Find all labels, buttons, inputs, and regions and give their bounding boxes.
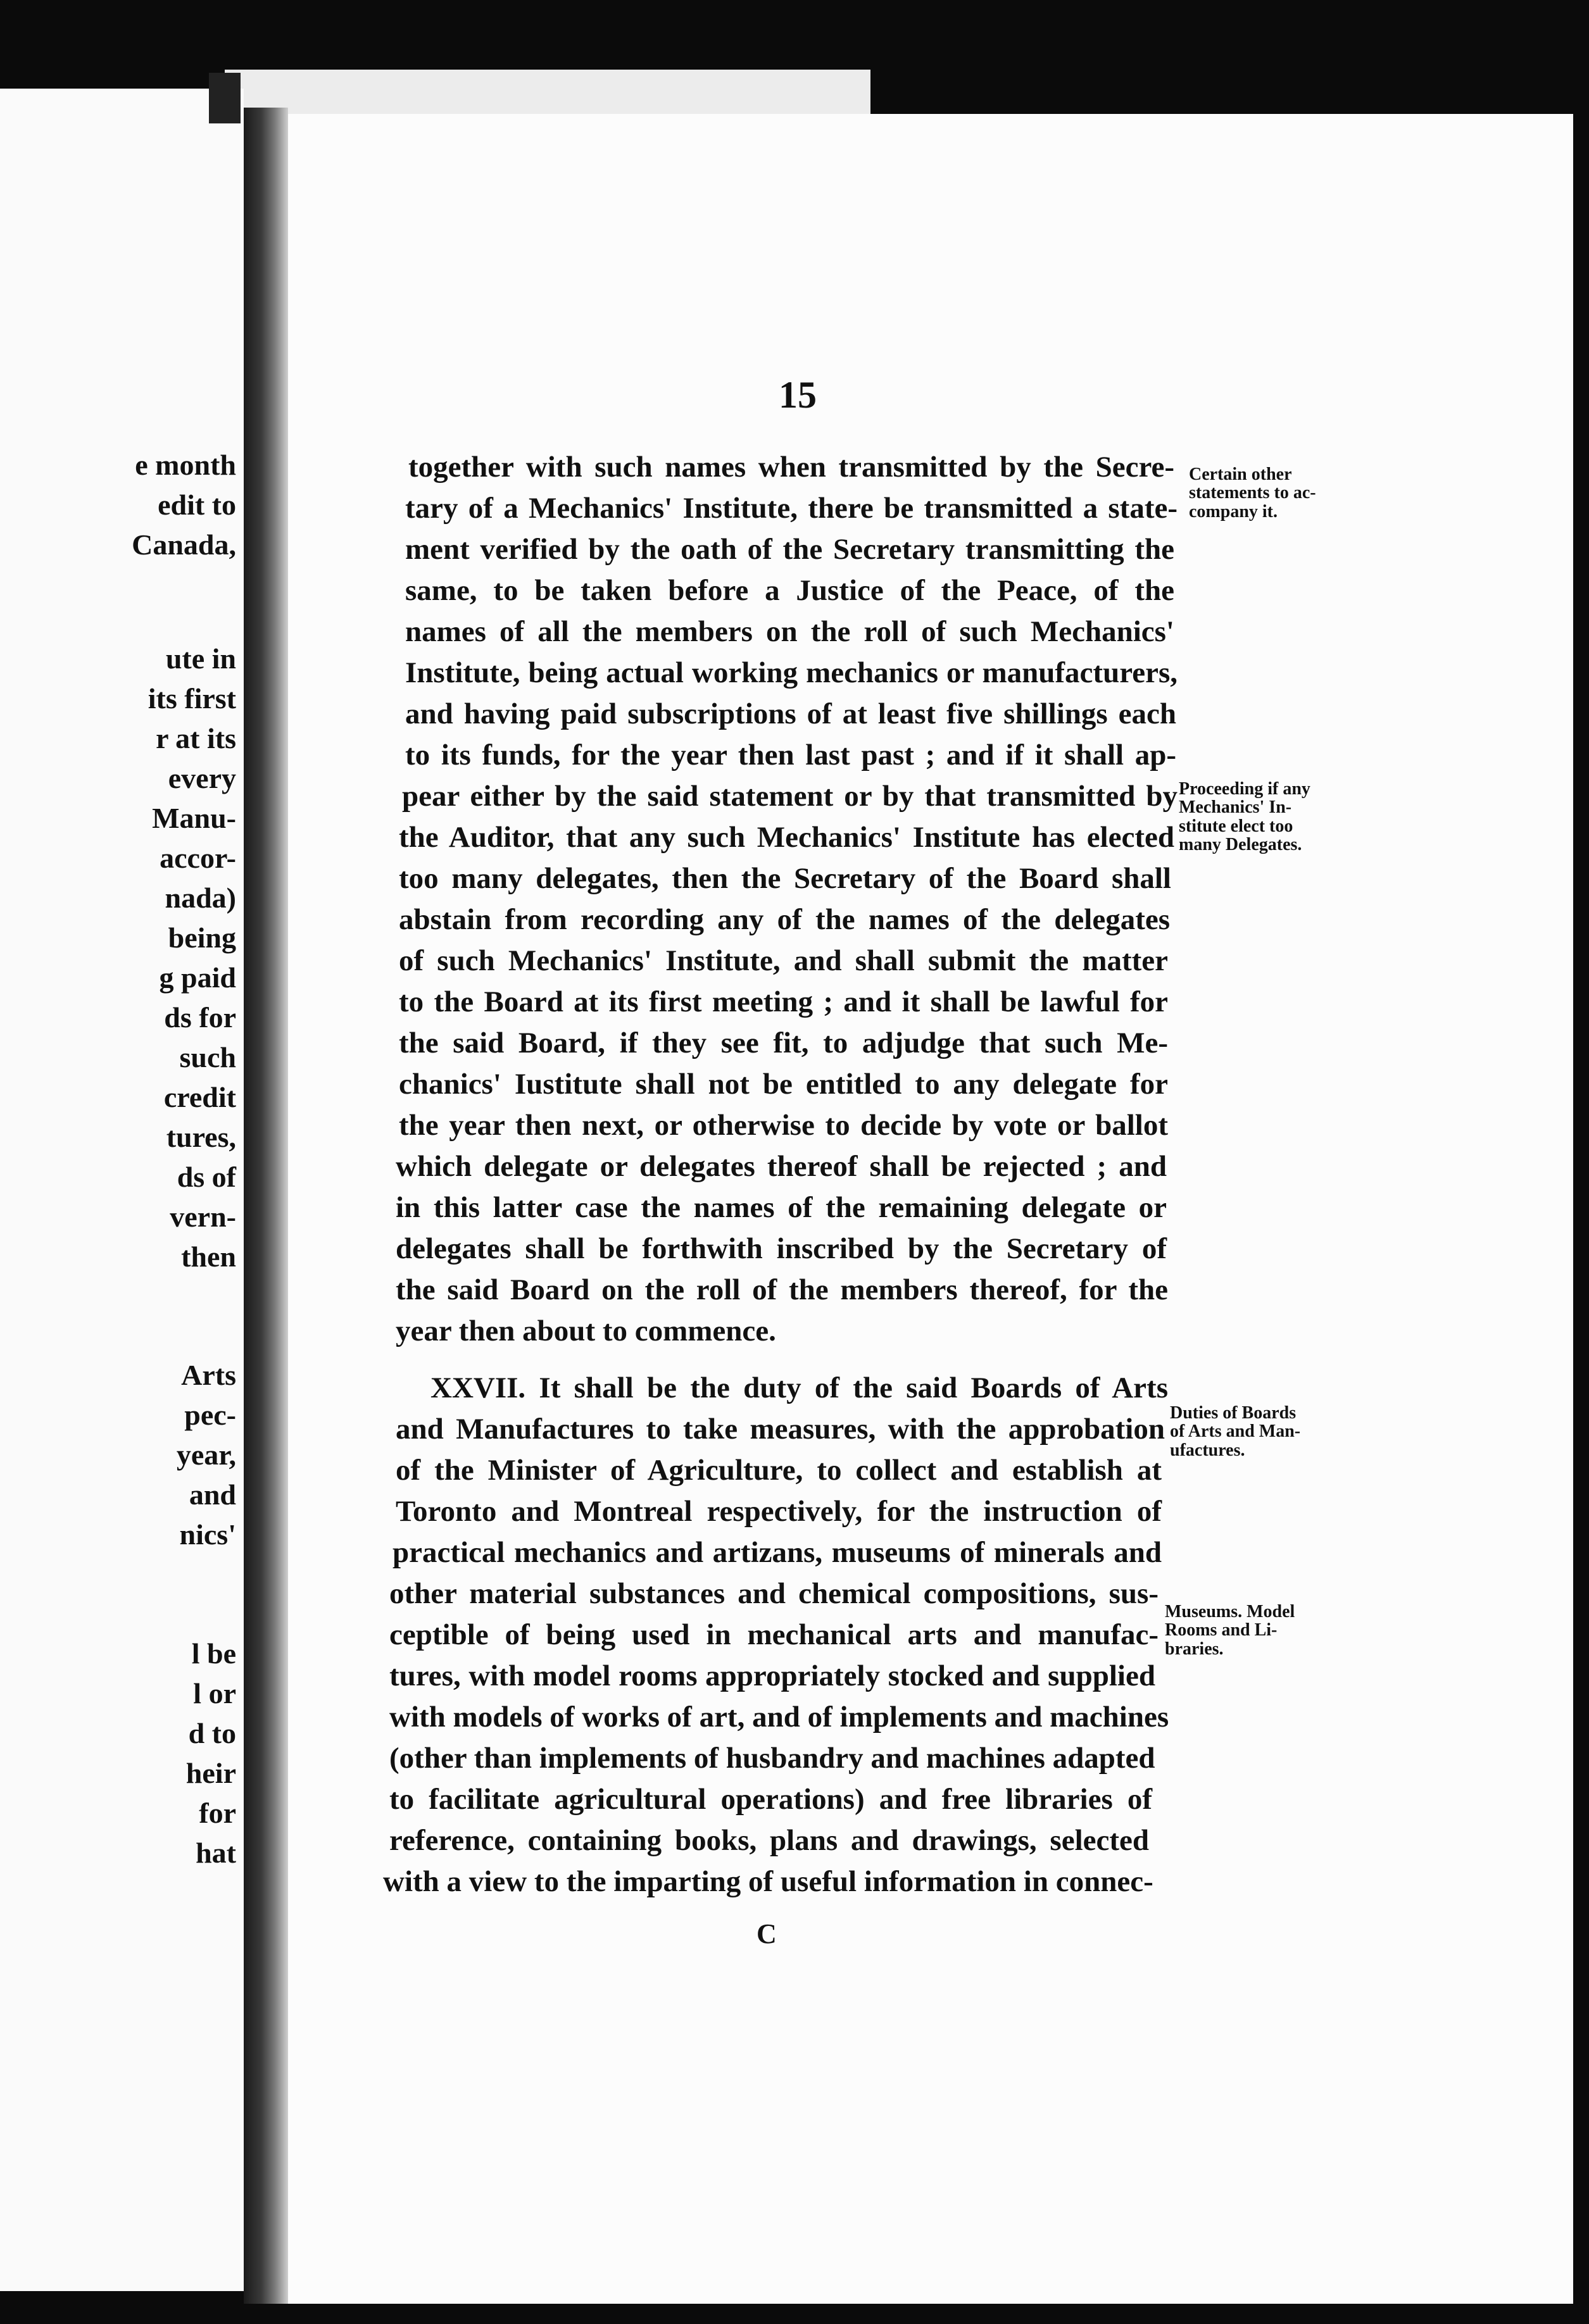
body-line: reference, containing books, plans and drawings, selected	[389, 1824, 1149, 1857]
left-page-line: edit to	[158, 489, 236, 521]
left-page-line: its first	[148, 682, 236, 715]
left-page-line: tures,	[166, 1121, 236, 1153]
body-line: to its funds, for the year then last past ; and if it shall ap-	[405, 739, 1176, 772]
body-line: with models of works of art, and of implements and machines	[389, 1701, 1169, 1734]
left-page-line: r at its	[156, 722, 236, 754]
body-line: ment verified by the oath of the Secretary transmitting the	[405, 533, 1174, 566]
margin-note-line: Proceeding if any	[1179, 779, 1310, 799]
body-line: and having paid subscriptions of at least five shillings each	[405, 697, 1176, 730]
left-page-line: and	[189, 1478, 236, 1511]
margin-note-line: Museums. Model	[1165, 1602, 1295, 1621]
margin-note-line: company it.	[1189, 501, 1278, 522]
body-line: same, to be taken before a Justice of the Peace, of the	[405, 574, 1174, 607]
body-line: practical mechanics and artizans, museums of minerals and	[393, 1536, 1162, 1569]
body-line: (other than implements of husbandry and machines adapted	[389, 1742, 1155, 1775]
margin-note	[1165, 1602, 1295, 1658]
left-page-line: ds for	[164, 1001, 236, 1034]
margin-note-line: Certain other	[1189, 465, 1292, 484]
body-line: which delegate or delegates thereof shall be rejected ; and	[396, 1150, 1167, 1183]
left-page-line: e month	[135, 449, 236, 481]
body-line: to facilitate agricultural operations) and free libraries of	[389, 1783, 1152, 1816]
body-line: tures, with model rooms appropriately stocked and supplied	[389, 1659, 1155, 1692]
left-page-line: being	[168, 921, 236, 954]
body-line: delegates shall be forthwith inscribed by the Secretary of	[396, 1232, 1167, 1265]
page-number: 15	[779, 374, 817, 416]
body-line: to the Board at its first meeting ; and it shall be lawful for	[399, 985, 1168, 1018]
binding-gutter	[244, 108, 288, 2304]
left-page-line: Arts	[181, 1359, 236, 1391]
body-line: chanics' Iustitute shall not be entitled to any delegate for	[399, 1068, 1168, 1101]
margin-note	[1189, 465, 1316, 521]
left-page-line: Canada,	[132, 528, 236, 561]
margin-note-line: of Arts and Man-	[1170, 1421, 1301, 1442]
left-page-line: for	[199, 1797, 236, 1829]
margin-note-line: many Delegates.	[1179, 835, 1302, 855]
page-top-edge	[225, 70, 870, 114]
left-page-line: g paid	[159, 961, 236, 994]
left-page-line: nics'	[179, 1518, 236, 1551]
body-line: abstain from recording any of the names of the delegates	[399, 903, 1170, 936]
margin-note-line: braries.	[1165, 1639, 1224, 1659]
body-line: of such Mechanics' Institute, and shall submit the matter	[399, 944, 1168, 977]
margin-note-line: Duties of Boards	[1170, 1403, 1297, 1423]
left-page-line: hat	[196, 1837, 236, 1869]
body-line: too many delegates, then the Secretary of the Board shall	[399, 862, 1171, 895]
left-page-line: heir	[185, 1757, 236, 1789]
left-page-line: accor-	[160, 842, 236, 874]
body-line: the year then next, or otherwise to decide by vote or ballot	[399, 1109, 1168, 1142]
body-line: and Manufactures to take measures, with the approbation	[396, 1413, 1165, 1446]
left-page-line: ds of	[177, 1161, 236, 1193]
body-line: with a view to the imparting of useful information in connec-	[383, 1865, 1153, 1898]
binding-shadow-top	[209, 73, 241, 123]
body-line: other material substances and chemical compositions, sus-	[389, 1577, 1159, 1610]
body-line: Institute, being actual working mechanics or manufacturers,	[405, 656, 1178, 689]
body-line: tary of a Mechanics' Institute, there be transmitted a state-	[405, 492, 1178, 525]
body-line: of the Minister of Agriculture, to collect and establish at	[396, 1454, 1162, 1487]
margin-note	[1179, 780, 1310, 854]
margin-note-line: Mechanics' In-	[1179, 797, 1292, 818]
body-line: together with such names when transmitted by the Secre-	[408, 451, 1174, 484]
body-line: XXVII. It shall be the duty of the said Boards of Arts	[430, 1371, 1168, 1404]
left-page-line: vern-	[170, 1201, 236, 1233]
left-page-line: nada)	[165, 882, 236, 914]
margin-note	[1170, 1404, 1300, 1459]
left-page-line: l be	[191, 1637, 236, 1670]
body-line: year then about to commence.	[396, 1315, 776, 1347]
signature-mark: C	[757, 1918, 777, 1949]
left-page-line: every	[168, 762, 236, 794]
left-page-line: credit	[163, 1081, 236, 1113]
margin-note-line: statements to ac-	[1189, 483, 1316, 503]
left-page-line: such	[179, 1041, 236, 1073]
margin-note-line: stitute elect too	[1179, 816, 1293, 836]
body-line: in this latter case the names of the remaining delegate or	[396, 1191, 1167, 1224]
left-page-line: l or	[193, 1677, 236, 1709]
margin-note-line: ufactures.	[1170, 1440, 1245, 1460]
body-line: the said Board, if they see fit, to adjudge that such Me-	[399, 1027, 1168, 1059]
left-page-line: year,	[176, 1439, 236, 1471]
margin-note-line: Rooms and Li-	[1165, 1620, 1278, 1640]
body-line: ceptible of being used in mechanical arts and manufac-	[389, 1618, 1159, 1651]
body-line: the said Board on the roll of the members thereof, for the	[396, 1273, 1168, 1306]
left-page-line: pec-	[184, 1399, 236, 1431]
left-page-line: ute in	[165, 642, 236, 675]
left-facing-page	[0, 89, 244, 2291]
left-page-line: Manu-	[152, 802, 236, 834]
left-page-line: d to	[188, 1717, 236, 1749]
body-line: names of all the members on the roll of such Mechanics'	[405, 615, 1174, 648]
left-page-line: then	[181, 1240, 236, 1273]
body-line: pear either by the said statement or by that transmitted by	[402, 780, 1178, 813]
body-line: Toronto and Montreal respectively, for the instruction of	[396, 1495, 1162, 1528]
body-line: the Auditor, that any such Mechanics' Institute has elected	[399, 821, 1174, 854]
